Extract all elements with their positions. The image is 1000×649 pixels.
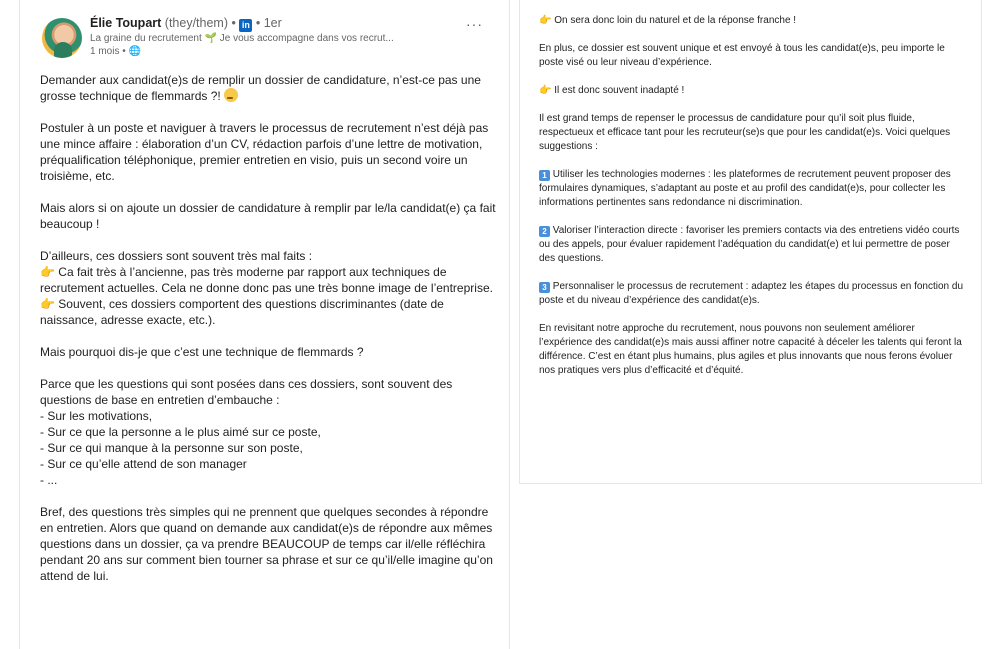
list-item: - ...: [40, 473, 58, 487]
post-meta: [90, 46, 141, 57]
author-name[interactable]: Élie Toupart: [90, 16, 162, 30]
paragraph: 👉 Il est donc souvent inadapté !: [539, 85, 685, 96]
author-pronouns: (they/them): [164, 16, 229, 30]
headline-part-2: Je vous accompagne dans vos recrut...: [219, 33, 394, 44]
paragraph: Postuler à un poste et naviguer à travers le processus de recrutement n’est déjà pas une mince affaire : élaboration d’un CV, rédaction parfois d’une lettre de motivation, préqualification téléphonique, premier entretien en visio, puis un second voire un troisième, etc.: [40, 121, 489, 183]
thinking-face-icon: [224, 88, 238, 102]
connection-degree: 1er: [263, 16, 282, 30]
keycap-1-icon: 1: [539, 170, 550, 181]
post-right-panel: [519, 0, 982, 484]
suggestion-2: 2 Valoriser l’interaction directe : favoriser les premiers contacts via des entretiens vidéo courts ou des appels, pour évaluer rapidement l’adéquation du candidat(e) et lui permettre de poser des questions.: [539, 225, 960, 264]
pointing-hand-icon: 👉: [40, 265, 55, 279]
paragraph: Demander aux candidat(e)s de remplir un dossier de candidature, n’est-ce pas une grosse technique de flemmards ?!: [40, 73, 481, 103]
linkedin-icon: in: [239, 19, 252, 32]
author-avatar[interactable]: [42, 18, 82, 58]
separator-dot: •: [231, 16, 236, 30]
list-item: - Sur ce qu’elle attend de son manager: [40, 457, 247, 471]
keycap-3-icon: 3: [539, 282, 550, 293]
list-item: - Sur ce qui manque à la personne sur son poste,: [40, 441, 303, 455]
more-options-button[interactable]: ···: [466, 16, 483, 32]
list-item: - Sur les motivations,: [40, 409, 153, 423]
post-body-right: [539, 14, 967, 378]
pointing-hand-icon: 👉: [40, 297, 55, 311]
paragraph: Bref, des questions très simples qui ne prennent que quelques secondes à répondre en entretien. Alors que quand on demande aux candidat(e)s de répondre aux mêmes questions dans un dossier, ça va prendre BEAUCOUP de temps car il/elle réfléchira pendant 20 ans sur comment bien tourner sa phrase et sur ce qu’il/elle imagine qu’on attend de lui.: [40, 505, 493, 583]
bullet-paragraph: 👉 Souvent, ces dossiers comportent des questions discriminantes (date de naissance, adresse exacte, etc.).: [40, 297, 444, 327]
paragraph: Il est grand temps de repenser le processus de candidature pour qu’il soit plus fluide, respectueux et efficace tant pour les recruteur(se)s que pour les candidat(e)s. Voici quelques suggestions :: [539, 113, 951, 152]
pointing-hand-icon: 👉: [539, 85, 552, 96]
author-headline: [90, 33, 394, 44]
paragraph: 👉 On sera donc loin du naturel et de la réponse franche !: [539, 15, 797, 26]
suggestion-3: 3 Personnaliser le processus de recrutement : adaptez les étapes du processus en fonction du poste et du niveau d’expérience des candidat(e)s.: [539, 281, 964, 306]
sprout-icon: 🌱: [204, 33, 217, 44]
paragraph: En revisitant notre approche du recrutement, nous pouvons non seulement améliorer l’expérience des candidat(e)s mais aussi affiner notre capacité à déceler les talents qui feront la différence. C’est en étant plus humains, plus agiles et plus innovants que nous ferons évoluer nos pratiques vers plus d’efficacité et d’équité.: [539, 323, 962, 376]
list-item: - Sur ce que la personne a le plus aimé sur ce poste,: [40, 425, 321, 439]
post-body-left: [40, 72, 498, 584]
paragraph: Mais pourquoi dis-je que c’est une technique de flemmards ?: [40, 345, 364, 359]
post-age: 1 mois •: [90, 46, 126, 57]
post-header: [40, 14, 497, 64]
globe-icon: 🌐: [128, 46, 141, 57]
paragraph: En plus, ce dossier est souvent unique et est envoyé à tous les candidat(e)s, peu importe le poste visé ou leur niveau d’expérience.: [539, 43, 945, 68]
paragraph: D’ailleurs, ces dossiers sont souvent très mal faits :: [40, 249, 313, 263]
paragraph: Mais alors si on ajoute un dossier de candidature à remplir par le/la candidat(e) ça fait beaucoup !: [40, 201, 496, 231]
headline-part-1: La graine du recrutement: [90, 33, 202, 44]
paragraph: Parce que les questions qui sont posées dans ces dossiers, sont souvent des questions de base en entretien d’embauche :: [40, 377, 453, 407]
bullet-paragraph: 👉 Ca fait très à l’ancienne, pas très moderne par rapport aux techniques de recrutement actuelles. Cela ne donne donc pas une très bonne image de l’entreprise.: [40, 265, 493, 295]
keycap-2-icon: 2: [539, 226, 550, 237]
post-left-panel: [19, 0, 510, 649]
author-line: [90, 16, 282, 32]
suggestion-1: 1 Utiliser les technologies modernes : les plateformes de recrutement peuvent proposer des formulaires dynamiques, s’adaptant au poste et au profil des candidat(e)s, pour collecter les informations pertinentes sans redondance ni discrimination.: [539, 169, 951, 208]
separator-dot: •: [255, 16, 261, 30]
pointing-hand-icon: 👉: [539, 15, 552, 26]
